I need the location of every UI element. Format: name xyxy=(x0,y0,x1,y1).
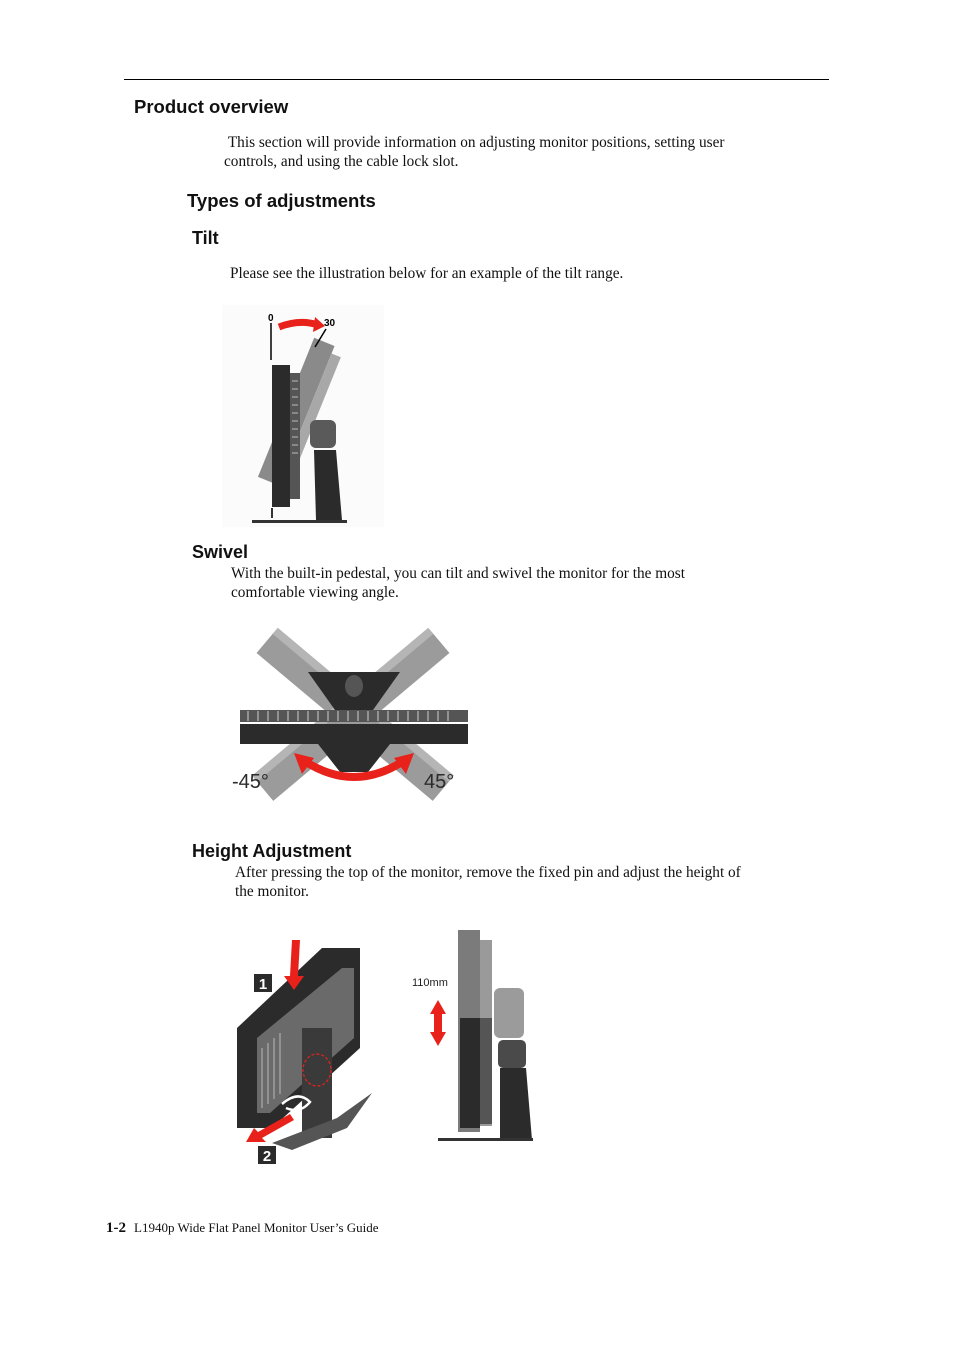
height-text: After pressing the top of the monitor, remove the fixed pin and adjust the height of the monitor. xyxy=(235,864,741,900)
section-title: Product overview xyxy=(134,96,289,117)
swivel-text: With the built-in pedestal, you can tilt and swivel the monitor for the most comfortable viewing angle. xyxy=(231,565,685,601)
step2-label: 2 xyxy=(262,1148,272,1165)
swivel-illustration xyxy=(228,622,480,814)
page-number: 1-2 xyxy=(106,1220,126,1236)
height-illustration xyxy=(232,928,542,1170)
swivel-label-left: -45° xyxy=(232,771,269,793)
header-rule xyxy=(124,79,829,80)
height-title: Height Adjustment xyxy=(192,841,352,861)
intro-text: This section will provide information on adjusting monitor positions, setting user controls, and using the cable lock slot. xyxy=(224,134,725,170)
tilt-text: Please see the illustration below for an example of the tilt range. xyxy=(230,265,624,282)
tilt-title: Tilt xyxy=(192,228,219,248)
step1-label: 1 xyxy=(258,976,268,993)
swivel-title: Swivel xyxy=(192,542,249,562)
adjustments-title: Types of adjustments xyxy=(187,190,376,211)
tilt-label-min: 0 xyxy=(268,313,274,324)
tilt-label-max: 30 xyxy=(324,318,336,329)
page-footer xyxy=(106,1220,379,1237)
document-title: L1940p Wide Flat Panel Monitor User’s Guide xyxy=(134,1220,379,1235)
tilt-illustration xyxy=(222,305,384,527)
height-range-label: 110mm xyxy=(412,977,448,989)
swivel-label-right: 45° xyxy=(424,771,455,793)
